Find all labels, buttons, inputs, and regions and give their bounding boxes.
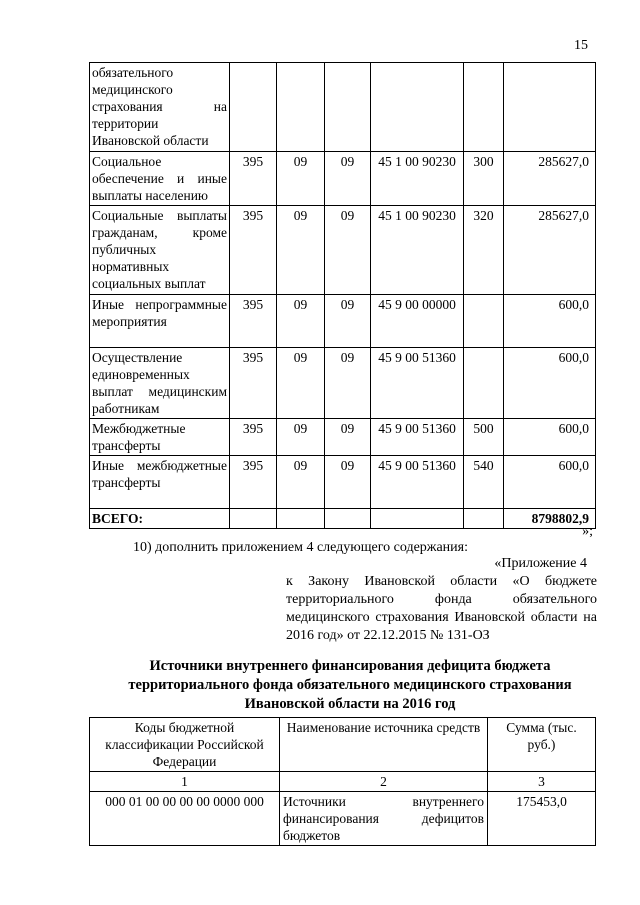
amendment-item-10: 10) дополнить приложением 4 следующего содержания:: [133, 540, 468, 555]
code-cell: 09: [277, 348, 325, 419]
code-cell: 500: [464, 419, 504, 456]
code-cell: [230, 63, 277, 152]
code-cell: 09: [325, 206, 371, 295]
code-cell: 09: [277, 206, 325, 295]
code-cell: 45 9 00 51360: [371, 419, 464, 456]
sum-cell: 600,0: [504, 456, 596, 509]
code-cell: [277, 63, 325, 152]
heading-line: Ивановской области на 2016 год: [244, 696, 456, 712]
code-cell: 320: [464, 206, 504, 295]
name-cell: Межбюджетные трансферты: [90, 419, 230, 456]
name-cell: Источники внутреннего финансирования дефицитов бюджетов: [280, 792, 488, 846]
table-row: [90, 419, 596, 456]
code-cell: 395: [230, 206, 277, 295]
appendix-title: «Приложение 4: [494, 556, 587, 571]
header-cell: Коды бюджетной классификации Российской Федерации: [90, 718, 280, 772]
code-cell: [371, 63, 464, 152]
empty-cell: [325, 509, 371, 529]
code-cell: 45 9 00 00000: [371, 295, 464, 348]
closing-quote: »;: [582, 524, 593, 539]
sum-cell: 600,0: [504, 419, 596, 456]
name-cell: Осуществление единовременных выплат медицинским работникам: [90, 348, 230, 419]
code-cell: 09: [277, 419, 325, 456]
column-number-row: [90, 772, 596, 792]
code-cell: 395: [230, 295, 277, 348]
empty-cell: [230, 509, 277, 529]
code-cell: 09: [325, 295, 371, 348]
name-cell: Социальное обеспечение и иные выплаты населению: [90, 152, 230, 206]
empty-cell: [464, 509, 504, 529]
code-cell: 45 1 00 90230: [371, 152, 464, 206]
code-cell: 395: [230, 348, 277, 419]
code-cell: 395: [230, 419, 277, 456]
total-sum: 8798802,9: [504, 509, 596, 529]
expenditure-table: [89, 62, 596, 529]
sum-cell: 600,0: [504, 348, 596, 419]
table-row: [90, 63, 596, 152]
header-cell: Наименование источника средств: [280, 718, 488, 772]
empty-cell: [371, 509, 464, 529]
code-cell: 45 9 00 51360: [371, 456, 464, 509]
total-label: ВСЕГО:: [90, 509, 230, 529]
code-cell: 09: [325, 419, 371, 456]
code-cell: 09: [277, 152, 325, 206]
table-row: [90, 206, 596, 295]
financing-sources-table: [89, 717, 596, 846]
code-cell: [325, 63, 371, 152]
code-cell: [464, 63, 504, 152]
sum-cell: 175453,0: [488, 792, 596, 846]
code-cell: 45 1 00 90230: [371, 206, 464, 295]
code-cell: [464, 295, 504, 348]
code-cell: 395: [230, 456, 277, 509]
code-cell: 09: [325, 348, 371, 419]
table-row: [90, 792, 596, 846]
name-cell: Социальные выплаты гражданам, кроме публичных нормативных социальных выплат: [90, 206, 230, 295]
section-heading: [60, 657, 640, 714]
code-cell: 09: [277, 456, 325, 509]
table-header-row: [90, 718, 596, 772]
sum-cell: [504, 63, 596, 152]
name-cell: Иные непрограммные мероприятия: [90, 295, 230, 348]
column-number: 1: [90, 772, 280, 792]
code-cell: 300: [464, 152, 504, 206]
code-cell: 45 9 00 51360: [371, 348, 464, 419]
code-cell: 395: [230, 152, 277, 206]
total-row: [90, 509, 596, 529]
code-cell: 09: [325, 152, 371, 206]
appendix-reference: к Закону Ивановской области «О бюджете территориального фонда обязательного медицинского страхования Ивановской области на 2016 год» от 22.12.2015 № 131-ОЗ: [286, 574, 597, 643]
code-cell: [464, 348, 504, 419]
empty-cell: [277, 509, 325, 529]
name-cell: обязательного медицинского страхования на территории Ивановской области: [90, 63, 230, 152]
table-row: [90, 456, 596, 509]
column-number: 3: [488, 772, 596, 792]
header-cell: Сумма (тыс. руб.): [488, 718, 596, 772]
table-row: [90, 348, 596, 419]
sum-cell: 600,0: [504, 295, 596, 348]
table-row: [90, 295, 596, 348]
table-row: [90, 152, 596, 206]
heading-line: Источники внутреннего финансирования дефицита бюджета: [149, 658, 551, 674]
code-cell: 09: [277, 295, 325, 348]
name-cell: Иные межбюджетные трансферты: [90, 456, 230, 509]
sum-cell: 285627,0: [504, 206, 596, 295]
column-number: 2: [280, 772, 488, 792]
page-number: 15: [574, 38, 588, 53]
code-cell: 09: [325, 456, 371, 509]
code-cell: 000 01 00 00 00 00 0000 000: [90, 792, 280, 846]
code-cell: 540: [464, 456, 504, 509]
heading-line: территориального фонда обязательного медицинского страхования: [128, 677, 572, 693]
sum-cell: 285627,0: [504, 152, 596, 206]
